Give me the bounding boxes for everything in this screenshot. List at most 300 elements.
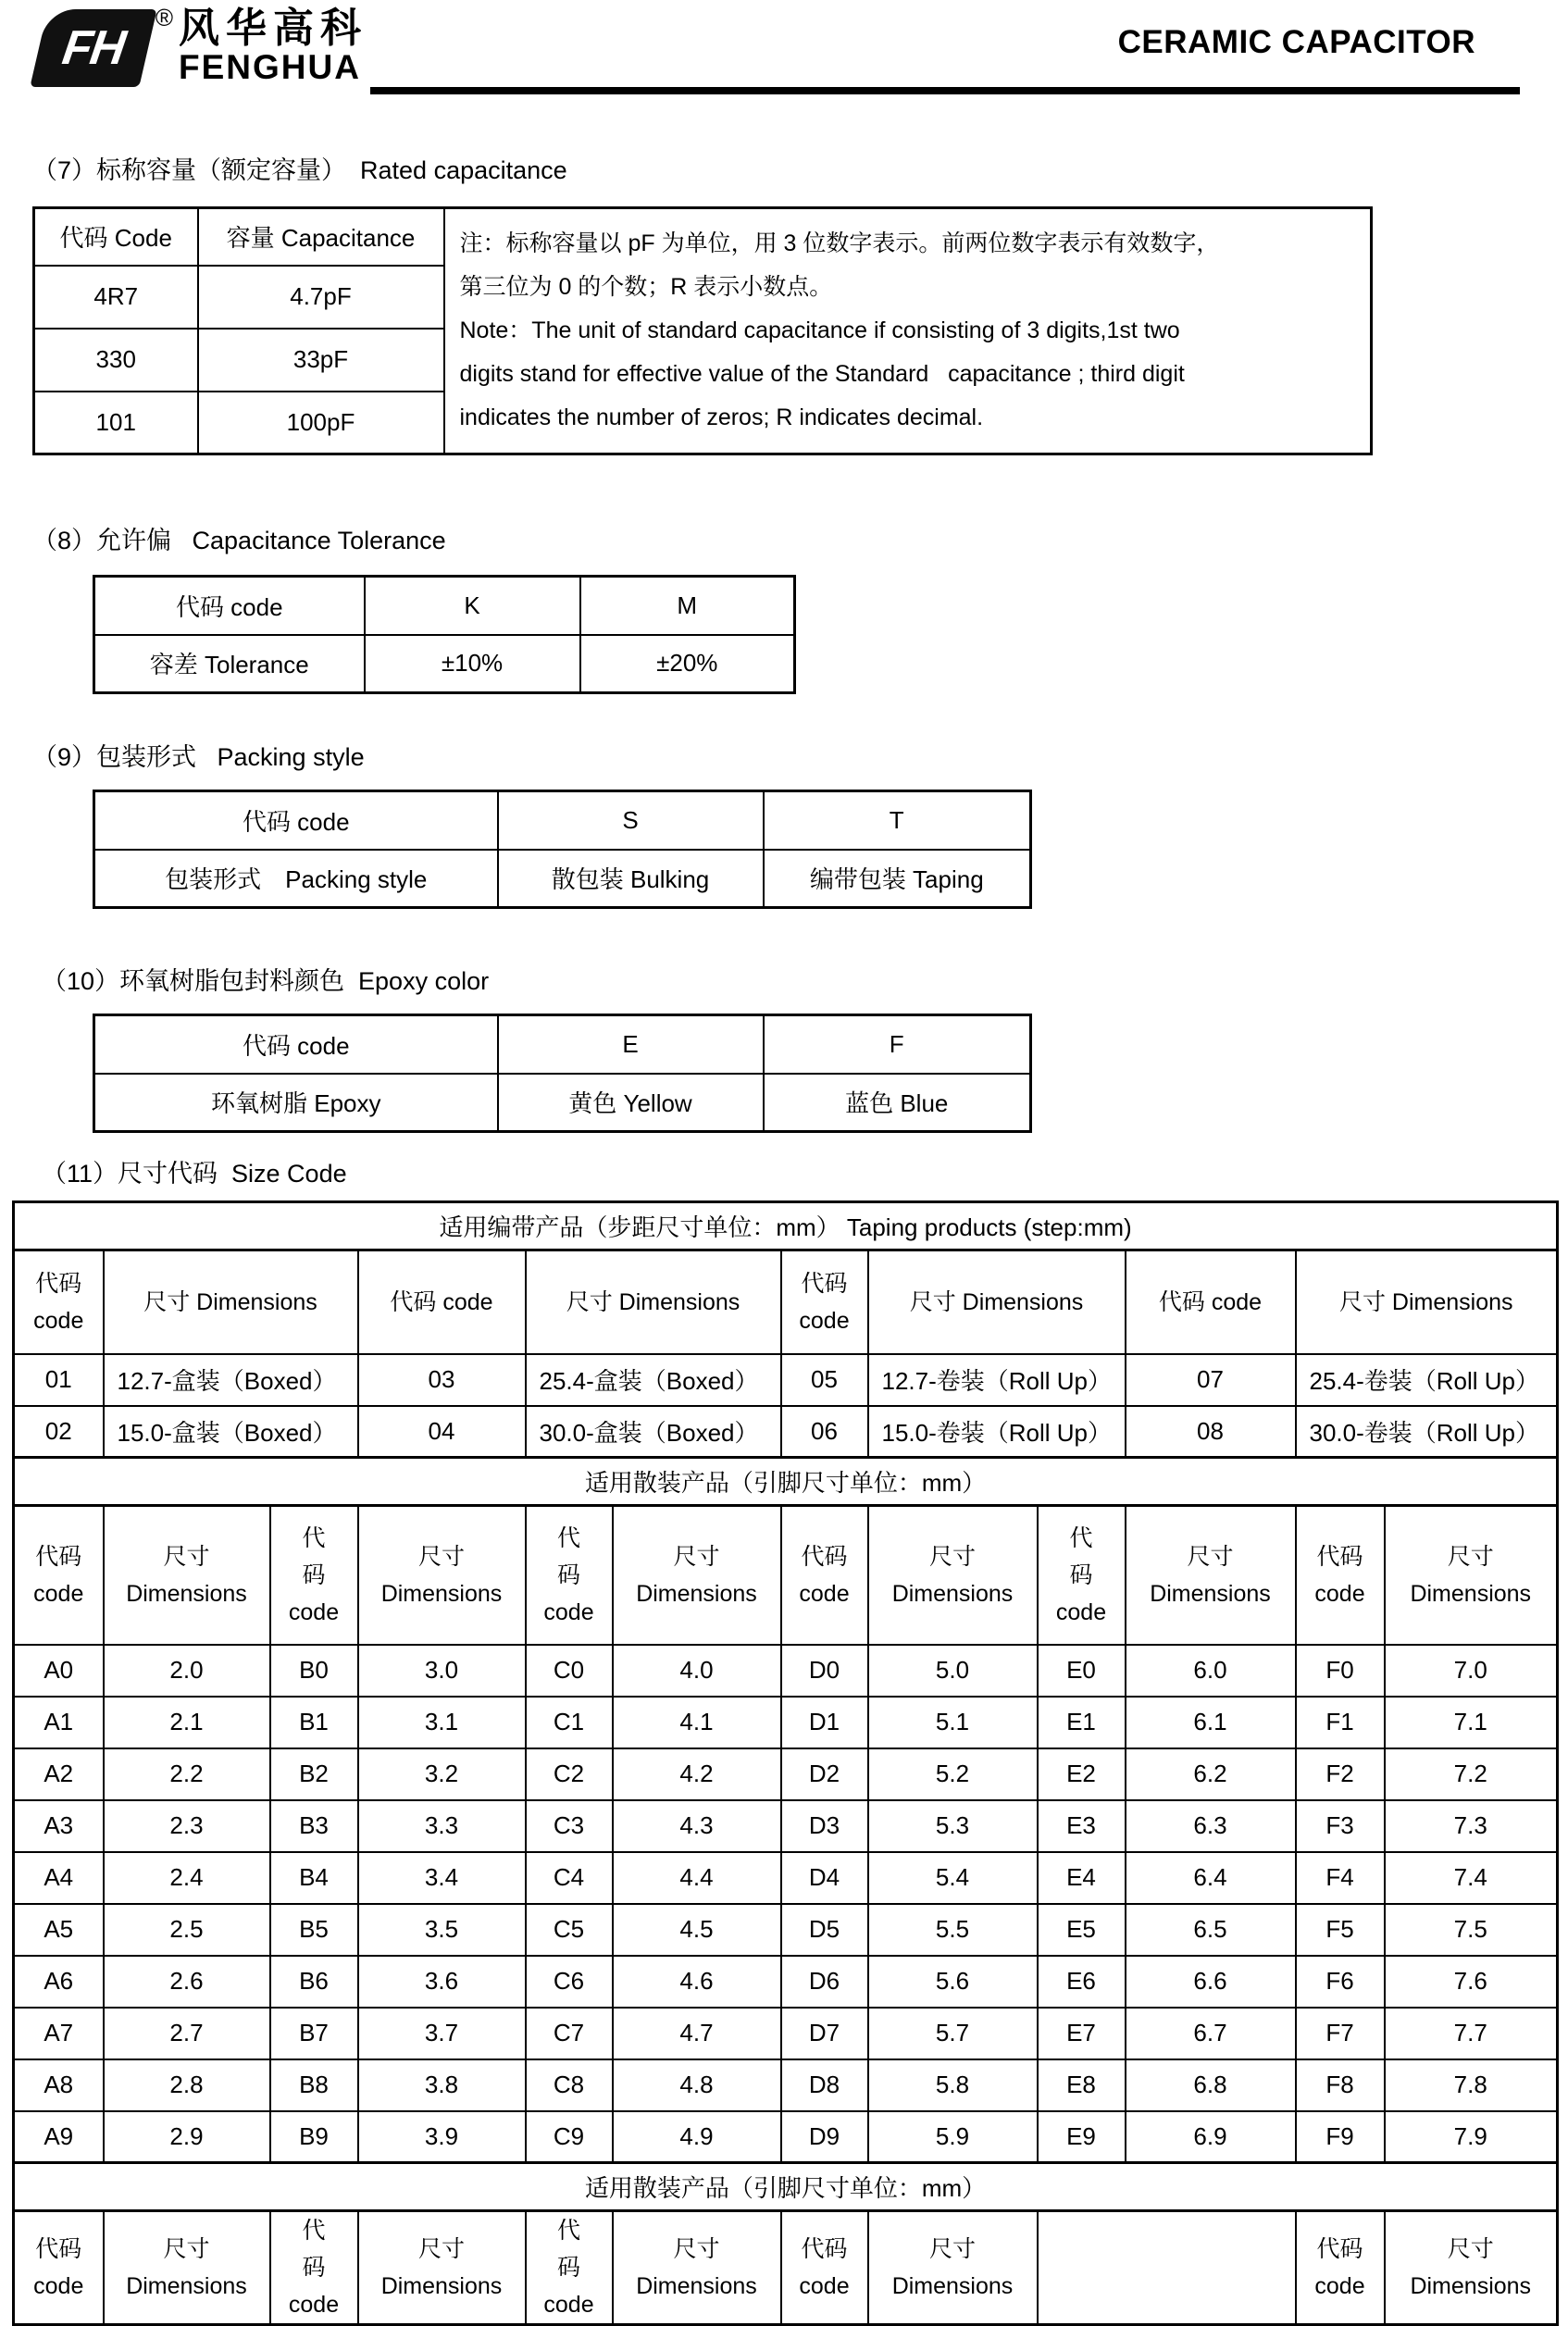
dimension-cell: 4.5 bbox=[613, 1904, 781, 1956]
dimension-cell: 2.0 bbox=[104, 1645, 270, 1697]
dimension-cell: 3.9 bbox=[358, 2111, 526, 2163]
size-code-cell: F0 bbox=[1296, 1645, 1385, 1697]
section-11-title: （11）尺寸代码 Size Code bbox=[42, 1160, 347, 1188]
size-code-cell: F4 bbox=[1296, 1852, 1385, 1904]
logo-parallelogram bbox=[30, 9, 156, 87]
size-code-cell: D1 bbox=[781, 1697, 868, 1748]
size-code-cell: 02 bbox=[14, 1406, 104, 1458]
size-code-cell: C6 bbox=[526, 1956, 613, 2008]
page-header bbox=[0, 0, 1568, 94]
section-8-title: （8）允许偏 Capacitance Tolerance bbox=[32, 527, 446, 554]
epoxy-code-cell: F bbox=[764, 1015, 1031, 1074]
dimension-cell: 3.4 bbox=[358, 1852, 526, 1904]
capacitance-cell: 4.7pF bbox=[198, 266, 444, 329]
size-code-cell: B3 bbox=[270, 1800, 358, 1852]
col-header-line: 代 bbox=[1069, 1524, 1093, 1551]
tolerance-code-cell: K bbox=[365, 577, 580, 635]
dimension-cell: 7.9 bbox=[1385, 2111, 1558, 2163]
dimension-cell: 5.1 bbox=[868, 1697, 1038, 1748]
dimension-cell: 7.7 bbox=[1385, 2008, 1558, 2059]
dimension-cell: 3.3 bbox=[358, 1800, 526, 1852]
taping-section-header: 适用编带产品（步距尺寸单位：mm） Taping products (step:mm) bbox=[14, 1202, 1558, 1250]
col-header-line: 码 bbox=[556, 1561, 580, 1588]
table-row bbox=[14, 1645, 1558, 1697]
size-code-table bbox=[12, 1200, 1559, 2326]
col-header-line: 代 bbox=[556, 2218, 580, 2244]
section-7-title: （7）标称容量（额定容量） Rated capacitance bbox=[32, 156, 567, 184]
dimension-cell: 2.5 bbox=[104, 1904, 270, 1956]
col-header-cell bbox=[14, 2211, 104, 2325]
col-header-line: code bbox=[33, 1307, 84, 1334]
col-header-line: 代码 bbox=[35, 1270, 82, 1297]
size-code-cell: D9 bbox=[781, 2111, 868, 2163]
dimension-cell: 7.2 bbox=[1385, 1748, 1558, 1800]
dimension-cell: 6.0 bbox=[1126, 1645, 1296, 1697]
size-code-cell: B6 bbox=[270, 1956, 358, 2008]
size-code-cell: 05 bbox=[781, 1354, 868, 1406]
size-code-cell: E5 bbox=[1038, 1904, 1126, 1956]
logo-latin-name: FENGHUA bbox=[179, 48, 361, 87]
col-header-line: 尺寸 Dimensions bbox=[909, 1288, 1084, 1315]
dimension-cell: 25.4-盒装（Boxed） bbox=[526, 1354, 781, 1406]
tolerance-value-cell: ±10% bbox=[365, 635, 580, 693]
col-header-line: code bbox=[543, 2292, 594, 2318]
size-code-cell: 08 bbox=[1126, 1406, 1296, 1458]
col-header-cell bbox=[1126, 1250, 1296, 1354]
bulk-section-header: 适用散装产品（引脚尺寸单位：mm） bbox=[14, 1458, 1558, 1506]
size-code-cell: B5 bbox=[270, 1904, 358, 1956]
size-code-cell: F9 bbox=[1296, 2111, 1385, 2163]
col-header-line: code bbox=[288, 1598, 340, 1625]
registered-mark-icon: ® bbox=[155, 4, 173, 31]
col-header-line: 尺寸 bbox=[417, 2236, 465, 2262]
dimension-cell: 7.8 bbox=[1385, 2059, 1558, 2111]
dimension-cell: 15.0-卷装（Roll Up） bbox=[868, 1406, 1126, 1458]
col-header-cell bbox=[104, 1250, 358, 1354]
dimension-cell: 6.7 bbox=[1126, 2008, 1296, 2059]
col-header-line: 尺寸 Dimensions bbox=[1338, 1288, 1513, 1315]
col-header-line: code bbox=[1314, 1580, 1365, 1607]
col-header-cell bbox=[613, 2211, 781, 2325]
col-header-cell bbox=[1385, 2211, 1558, 2325]
table-header-cell: 容差 Tolerance bbox=[94, 635, 365, 693]
fenghua-logo-mark bbox=[26, 6, 179, 89]
col-header-cell bbox=[781, 1250, 868, 1354]
size-code-cell: C1 bbox=[526, 1697, 613, 1748]
col-header-line: 代码 bbox=[1316, 2236, 1363, 2262]
col-header-line: 代码 bbox=[801, 1543, 848, 1570]
col-header-line: 代码 code bbox=[1158, 1288, 1263, 1315]
size-code-cell: A2 bbox=[14, 1748, 104, 1800]
rated-capacitance-table bbox=[32, 206, 1373, 455]
col-header-cell bbox=[868, 2211, 1038, 2325]
size-code-cell: E2 bbox=[1038, 1748, 1126, 1800]
col-header-line: Dimensions bbox=[126, 1580, 247, 1607]
size-code-cell: E7 bbox=[1038, 2008, 1126, 2059]
col-header-line: 代码 bbox=[35, 2236, 82, 2262]
size-code-cell: D5 bbox=[781, 1904, 868, 1956]
table-header-cell: 代码 Code bbox=[34, 208, 198, 266]
col-header-cell bbox=[358, 2211, 526, 2325]
dimension-cell: 4.1 bbox=[613, 1697, 781, 1748]
dimension-cell: 2.1 bbox=[104, 1697, 270, 1748]
col-header-line: 尺寸 bbox=[417, 1543, 465, 1570]
dimension-cell: 2.9 bbox=[104, 2111, 270, 2163]
size-code-cell: E0 bbox=[1038, 1645, 1126, 1697]
size-code-cell: C2 bbox=[526, 1748, 613, 1800]
dimension-cell: 4.7 bbox=[613, 2008, 781, 2059]
col-header-line: 代 bbox=[302, 2218, 326, 2244]
size-code-cell: E8 bbox=[1038, 2059, 1126, 2111]
dimension-cell: 5.3 bbox=[868, 1800, 1038, 1852]
size-code-cell: B7 bbox=[270, 2008, 358, 2059]
col-header-line: 尺寸 bbox=[928, 1543, 976, 1570]
size-code-cell: E9 bbox=[1038, 2111, 1126, 2163]
col-header-line: Dimensions bbox=[636, 2273, 757, 2299]
header-rule bbox=[370, 87, 1520, 94]
packing-code-cell: T bbox=[764, 791, 1031, 850]
size-code-cell: A1 bbox=[14, 1697, 104, 1748]
section-9-title: （9）包装形式 Packing style bbox=[32, 743, 365, 771]
col-header-line: 尺寸 bbox=[163, 2236, 210, 2262]
col-header-cell bbox=[781, 2211, 868, 2325]
dimension-cell: 4.2 bbox=[613, 1748, 781, 1800]
note-line: 第三位为 0 的个数；R 表示小数点。 bbox=[459, 274, 833, 300]
size-code-cell: B4 bbox=[270, 1852, 358, 1904]
dimension-cell: 7.5 bbox=[1385, 1904, 1558, 1956]
size-code-cell: A9 bbox=[14, 2111, 104, 2163]
col-header-line: code bbox=[1314, 2273, 1365, 2299]
dimension-cell: 5.6 bbox=[868, 1956, 1038, 2008]
col-header-line: code bbox=[799, 1580, 850, 1607]
dimension-cell: 4.3 bbox=[613, 1800, 781, 1852]
col-header-line: code bbox=[799, 2273, 850, 2299]
dimension-cell: 6.9 bbox=[1126, 2111, 1296, 2163]
table-row bbox=[14, 1354, 1558, 1406]
dimension-cell: 4.4 bbox=[613, 1852, 781, 1904]
size-code-cell: F5 bbox=[1296, 1904, 1385, 1956]
size-code-cell: F3 bbox=[1296, 1800, 1385, 1852]
size-code-cell: C7 bbox=[526, 2008, 613, 2059]
col-header-line: code bbox=[543, 1598, 594, 1625]
dimension-cell: 3.2 bbox=[358, 1748, 526, 1800]
dimension-cell: 30.0-盒装（Boxed） bbox=[526, 1406, 781, 1458]
col-header-line: code bbox=[288, 2292, 340, 2318]
col-header-line: 码 bbox=[302, 2255, 326, 2281]
col-header-cell bbox=[613, 1506, 781, 1645]
col-header-line: 代 bbox=[556, 1524, 580, 1551]
packing-value-cell: 编带包装 Taping bbox=[764, 850, 1031, 908]
size-code-cell: F8 bbox=[1296, 2059, 1385, 2111]
dimension-cell: 2.6 bbox=[104, 1956, 270, 2008]
col-header-cell bbox=[526, 2211, 613, 2325]
table-row bbox=[14, 1852, 1558, 1904]
capacitance-cell: 33pF bbox=[198, 329, 444, 392]
col-header-line: Dimensions bbox=[891, 2273, 1014, 2299]
packing-code-cell: S bbox=[498, 791, 764, 850]
dimension-cell: 5.7 bbox=[868, 2008, 1038, 2059]
size-code-cell: D3 bbox=[781, 1800, 868, 1852]
dimension-cell: 7.4 bbox=[1385, 1852, 1558, 1904]
col-header-line: 代 bbox=[302, 1524, 326, 1551]
size-code-cell: D4 bbox=[781, 1852, 868, 1904]
size-code-cell: E4 bbox=[1038, 1852, 1126, 1904]
col-header-line: 尺寸 Dimensions bbox=[566, 1288, 740, 1315]
col-header-line: Dimensions bbox=[380, 2273, 503, 2299]
table-header-cell: 容量 Capacitance bbox=[198, 208, 444, 266]
dimension-cell: 6.4 bbox=[1126, 1852, 1296, 1904]
note-line: 注：标称容量以 pF 为单位，用 3 位数字表示。前两位数字表示有效数字， bbox=[459, 230, 1220, 256]
note-line: indicates the number of zeros; R indicates decimal. bbox=[459, 404, 984, 430]
dimension-cell: 6.2 bbox=[1126, 1748, 1296, 1800]
col-header-line: code bbox=[799, 1307, 850, 1334]
size-code-cell: B2 bbox=[270, 1748, 358, 1800]
col-header-line: Dimensions bbox=[891, 1580, 1014, 1607]
blank-cell bbox=[1038, 2211, 1296, 2325]
col-header-line: code bbox=[33, 2273, 84, 2299]
size-code-cell: A3 bbox=[14, 1800, 104, 1852]
size-code-cell: F2 bbox=[1296, 1748, 1385, 1800]
dimension-cell: 12.7-卷装（Roll Up） bbox=[868, 1354, 1126, 1406]
code-cell: 330 bbox=[34, 329, 198, 392]
table-header-cell: 包装形式 Packing style bbox=[94, 850, 498, 908]
col-header-line: 码 bbox=[1069, 1561, 1093, 1588]
col-header-cell bbox=[1296, 2211, 1385, 2325]
doc-title: CERAMIC CAPACITOR bbox=[1117, 24, 1475, 60]
dimension-cell: 4.6 bbox=[613, 1956, 781, 2008]
size-code-cell: B1 bbox=[270, 1697, 358, 1748]
size-code-cell: 04 bbox=[358, 1406, 526, 1458]
size-code-cell: E1 bbox=[1038, 1697, 1126, 1748]
logo-cjk-name: 风华高科 bbox=[179, 6, 367, 51]
dimension-cell: 7.3 bbox=[1385, 1800, 1558, 1852]
tolerance-value-cell: ±20% bbox=[580, 635, 795, 693]
note-box bbox=[444, 208, 1372, 454]
size-code-cell: A5 bbox=[14, 1904, 104, 1956]
col-header-line: 尺寸 Dimensions bbox=[143, 1288, 317, 1315]
col-header-line: 尺寸 bbox=[163, 1543, 210, 1570]
dimension-cell: 2.3 bbox=[104, 1800, 270, 1852]
size-code-cell: A0 bbox=[14, 1645, 104, 1697]
epoxy-value-cell: 蓝色 Blue bbox=[764, 1074, 1031, 1132]
table-header-cell: 代码 code bbox=[94, 577, 365, 635]
dimension-cell: 3.5 bbox=[358, 1904, 526, 1956]
col-header-line: 尺寸 bbox=[673, 2236, 720, 2262]
dimension-cell: 3.6 bbox=[358, 1956, 526, 2008]
logo-text bbox=[179, 6, 367, 87]
size-code-cell: D7 bbox=[781, 2008, 868, 2059]
size-code-cell: A7 bbox=[14, 2008, 104, 2059]
size-code-cell: F7 bbox=[1296, 2008, 1385, 2059]
col-header-cell bbox=[104, 2211, 270, 2325]
size-code-cell: C4 bbox=[526, 1852, 613, 1904]
size-code-cell: D8 bbox=[781, 2059, 868, 2111]
size-code-cell: E6 bbox=[1038, 1956, 1126, 2008]
tolerance-code-cell: M bbox=[580, 577, 795, 635]
table-row bbox=[14, 2111, 1558, 2163]
section-header-row bbox=[14, 1458, 1558, 1506]
packing-value-cell: 散包装 Bulking bbox=[498, 850, 764, 908]
size-code-cell: 03 bbox=[358, 1354, 526, 1406]
size-code-cell: F6 bbox=[1296, 1956, 1385, 2008]
size-code-cell: 01 bbox=[14, 1354, 104, 1406]
col-header-line: Dimensions bbox=[1410, 1580, 1532, 1607]
dimension-cell: 4.9 bbox=[613, 2111, 781, 2163]
col-header-cell bbox=[1038, 1506, 1126, 1645]
col-header-line: 尺寸 bbox=[928, 2236, 976, 2262]
table-row bbox=[14, 1697, 1558, 1748]
dimension-cell: 6.8 bbox=[1126, 2059, 1296, 2111]
col-header-line: 尺寸 bbox=[1447, 2236, 1494, 2262]
table-row bbox=[14, 1956, 1558, 2008]
size-code-cell: B8 bbox=[270, 2059, 358, 2111]
size-code-cell: C3 bbox=[526, 1800, 613, 1852]
table-header-cell: 代码 code bbox=[94, 1015, 498, 1074]
note-line: Note：The unit of standard capacitance if consisting of 3 digits,1st two bbox=[459, 317, 1180, 343]
bulk-section-header-2: 适用散装产品（引脚尺寸单位：mm） bbox=[14, 2163, 1558, 2211]
col-header-cell bbox=[781, 1506, 868, 1645]
size-code-cell: C8 bbox=[526, 2059, 613, 2111]
size-code-cell: 07 bbox=[1126, 1354, 1296, 1406]
dimension-cell: 5.2 bbox=[868, 1748, 1038, 1800]
col-header-line: 码 bbox=[556, 2255, 580, 2281]
col-header-cell bbox=[868, 1506, 1038, 1645]
size-code-cell: C0 bbox=[526, 1645, 613, 1697]
section-header-row bbox=[14, 1202, 1558, 1250]
col-header-cell bbox=[1126, 1506, 1296, 1645]
dimension-cell: 6.3 bbox=[1126, 1800, 1296, 1852]
dimension-cell: 7.6 bbox=[1385, 1956, 1558, 2008]
dimension-cell: 15.0-盒装（Boxed） bbox=[104, 1406, 358, 1458]
col-header-cell bbox=[868, 1250, 1126, 1354]
col-header-row bbox=[14, 2211, 1558, 2325]
table-header-cell: 环氧树脂 Epoxy bbox=[94, 1074, 498, 1132]
dimension-cell: 5.4 bbox=[868, 1852, 1038, 1904]
col-header-cell bbox=[14, 1250, 104, 1354]
dimension-cell: 4.8 bbox=[613, 2059, 781, 2111]
logo-monogram: FH bbox=[59, 21, 128, 75]
dimension-cell: 2.4 bbox=[104, 1852, 270, 1904]
dimension-cell: 5.0 bbox=[868, 1645, 1038, 1697]
dimension-cell: 3.0 bbox=[358, 1645, 526, 1697]
dimension-cell: 6.1 bbox=[1126, 1697, 1296, 1748]
col-header-row bbox=[14, 1250, 1558, 1354]
section-header-row bbox=[14, 2163, 1558, 2211]
size-code-cell: C9 bbox=[526, 2111, 613, 2163]
col-header-cell bbox=[526, 1250, 781, 1354]
dimension-cell: 6.6 bbox=[1126, 1956, 1296, 2008]
col-header-line: 代码 code bbox=[390, 1288, 493, 1315]
size-code-cell: F1 bbox=[1296, 1697, 1385, 1748]
size-code-cell: A4 bbox=[14, 1852, 104, 1904]
note-line: digits stand for effective value of the Standard capacitance ; third digit bbox=[459, 361, 1185, 387]
col-header-line: 尺寸 bbox=[1187, 1543, 1234, 1570]
dimension-cell: 6.5 bbox=[1126, 1904, 1296, 1956]
col-header-line: 尺寸 bbox=[673, 1543, 720, 1570]
col-header-line: 代码 bbox=[801, 1270, 848, 1297]
size-code-table-body bbox=[14, 1202, 1558, 2325]
size-code-cell: B0 bbox=[270, 1645, 358, 1697]
capacitance-cell: 100pF bbox=[198, 392, 444, 454]
size-code-cell: A6 bbox=[14, 1956, 104, 2008]
table-row bbox=[14, 2059, 1558, 2111]
col-header-cell bbox=[1296, 1506, 1385, 1645]
col-header-line: code bbox=[33, 1580, 84, 1607]
col-header-cell bbox=[358, 1250, 526, 1354]
table-row bbox=[14, 1748, 1558, 1800]
dimension-cell: 4.0 bbox=[613, 1645, 781, 1697]
col-header-cell bbox=[1296, 1250, 1558, 1354]
col-header-line: 尺寸 bbox=[1447, 1543, 1494, 1570]
size-code-cell: B9 bbox=[270, 2111, 358, 2163]
tolerance-table bbox=[93, 575, 796, 694]
col-header-line: 代码 bbox=[801, 2236, 848, 2262]
col-header-line: Dimensions bbox=[126, 2273, 247, 2299]
col-header-cell bbox=[14, 1506, 104, 1645]
col-header-line: Dimensions bbox=[1150, 1580, 1271, 1607]
epoxy-value-cell: 黄色 Yellow bbox=[498, 1074, 764, 1132]
col-header-cell bbox=[358, 1506, 526, 1645]
dimension-cell: 5.5 bbox=[868, 1904, 1038, 1956]
table-row bbox=[14, 1406, 1558, 1458]
col-header-cell bbox=[270, 1506, 358, 1645]
dimension-cell: 2.2 bbox=[104, 1748, 270, 1800]
dimension-cell: 25.4-卷装（Roll Up） bbox=[1296, 1354, 1558, 1406]
dimension-cell: 3.8 bbox=[358, 2059, 526, 2111]
epoxy-color-table bbox=[93, 1014, 1032, 1133]
col-header-line: 代码 bbox=[35, 1543, 82, 1570]
dimension-cell: 5.9 bbox=[868, 2111, 1038, 2163]
table-row bbox=[14, 2008, 1558, 2059]
size-code-cell: C5 bbox=[526, 1904, 613, 1956]
size-code-cell: 06 bbox=[781, 1406, 868, 1458]
col-header-row bbox=[14, 1506, 1558, 1645]
col-header-line: 码 bbox=[302, 1561, 326, 1588]
table-row bbox=[14, 1800, 1558, 1852]
col-header-line: 代码 bbox=[1316, 1543, 1363, 1570]
dimension-cell: 30.0-卷装（Roll Up） bbox=[1296, 1406, 1558, 1458]
dimension-cell: 2.8 bbox=[104, 2059, 270, 2111]
dimension-cell: 2.7 bbox=[104, 2008, 270, 2059]
table-row bbox=[14, 1904, 1558, 1956]
col-header-cell bbox=[104, 1506, 270, 1645]
col-header-line: code bbox=[1055, 1598, 1107, 1625]
col-header-line: Dimensions bbox=[380, 1580, 503, 1607]
size-code-cell: D2 bbox=[781, 1748, 868, 1800]
dimension-cell: 12.7-盒装（Boxed） bbox=[104, 1354, 358, 1406]
dimension-cell: 3.7 bbox=[358, 2008, 526, 2059]
dimension-cell: 3.1 bbox=[358, 1697, 526, 1748]
size-code-cell: E3 bbox=[1038, 1800, 1126, 1852]
col-header-cell bbox=[270, 2211, 358, 2325]
col-header-cell bbox=[526, 1506, 613, 1645]
size-code-cell: D0 bbox=[781, 1645, 868, 1697]
code-cell: 4R7 bbox=[34, 266, 198, 329]
size-code-cell: D6 bbox=[781, 1956, 868, 2008]
table-header-cell: 代码 code bbox=[94, 791, 498, 850]
dimension-cell: 7.0 bbox=[1385, 1645, 1558, 1697]
size-code-cell: A8 bbox=[14, 2059, 104, 2111]
col-header-line: Dimensions bbox=[636, 1580, 757, 1607]
col-header-cell bbox=[1385, 1506, 1558, 1645]
code-cell: 101 bbox=[34, 392, 198, 454]
epoxy-code-cell: E bbox=[498, 1015, 764, 1074]
dimension-cell: 5.8 bbox=[868, 2059, 1038, 2111]
col-header-line: Dimensions bbox=[1410, 2273, 1532, 2299]
dimension-cell: 7.1 bbox=[1385, 1697, 1558, 1748]
packing-table bbox=[93, 790, 1032, 909]
section-10-title: （10）环氧树脂包封料颜色 Epoxy color bbox=[42, 967, 490, 995]
